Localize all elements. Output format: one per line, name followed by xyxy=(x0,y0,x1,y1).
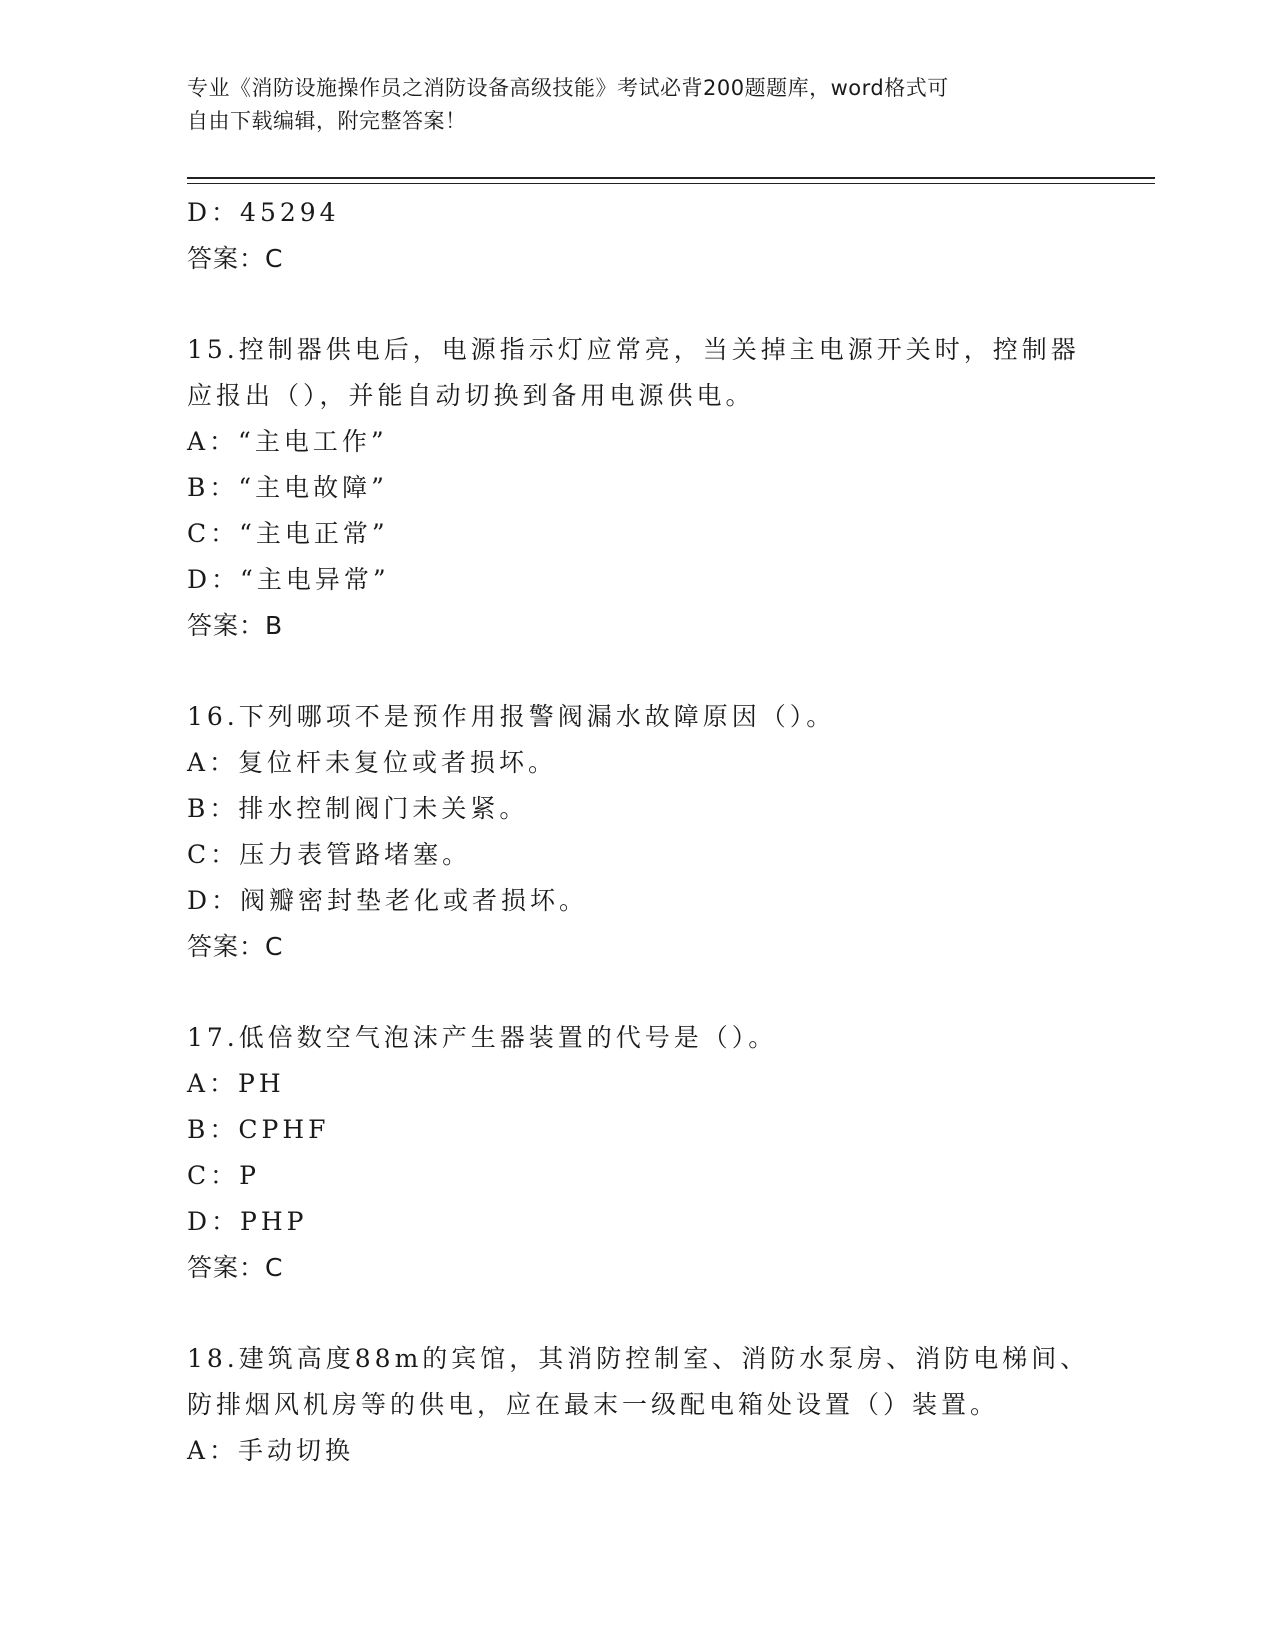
answer: 答案：C xyxy=(187,932,284,961)
page-header xyxy=(187,72,1067,138)
question-16 xyxy=(187,694,1107,970)
header-divider-thick xyxy=(187,177,1155,179)
option-a: A：复位杆未复位或者损坏。 xyxy=(187,748,558,777)
question-14-tail xyxy=(187,190,1107,282)
header-line-1: 专业《消防设施操作员之消防设备高级技能》考试必背200题题库，word格式可 xyxy=(187,76,949,100)
header-line-2: 自由下载编辑，附完整答案！ xyxy=(187,109,467,133)
question-17 xyxy=(187,1015,1107,1291)
option-d: D：“主电异常” xyxy=(187,565,390,594)
answer: 答案：C xyxy=(187,1253,284,1282)
answer: 答案：B xyxy=(187,611,284,640)
answer: 答案：C xyxy=(187,244,284,273)
question-18 xyxy=(187,1336,1107,1474)
question-text: 16.下列哪项不是预作用报警阀漏水故障原因（）。 xyxy=(187,702,836,731)
option-b: B：排水控制阀门未关紧。 xyxy=(187,794,529,823)
option-b: B：CPHF xyxy=(187,1115,330,1144)
question-text: 18.建筑高度88m的宾馆，其消防控制室、消防水泵房、消防电梯间、 xyxy=(187,1344,1090,1373)
question-text: 防排烟风机房等的供电，应在最末一级配电箱处设置（）装置。 xyxy=(187,1390,1000,1419)
question-text: 17.低倍数空气泡沫产生器装置的代号是（）。 xyxy=(187,1023,778,1052)
option-c: C：压力表管路堵塞。 xyxy=(187,840,472,869)
option-a: A：PH xyxy=(187,1069,285,1098)
option-c: C：P xyxy=(187,1161,260,1190)
question-list xyxy=(187,190,1107,1474)
option-a: A：“主电工作” xyxy=(187,427,388,456)
question-15 xyxy=(187,327,1107,649)
option-c: C：“主电正常” xyxy=(187,519,389,548)
question-text: 15.控制器供电后，电源指示灯应常亮，当关掉主电源开关时，控制器 xyxy=(187,335,1080,364)
option-d: D：45294 xyxy=(187,198,340,227)
header-divider-thin xyxy=(187,183,1155,184)
option-d: D：PHP xyxy=(187,1207,308,1236)
option-b: B：“主电故障” xyxy=(187,473,388,502)
question-text: 应报出（），并能自动切换到备用电源供电。 xyxy=(187,381,755,410)
option-a: A：手动切换 xyxy=(187,1436,355,1465)
option-d: D：阀瓣密封垫老化或者损坏。 xyxy=(187,886,589,915)
